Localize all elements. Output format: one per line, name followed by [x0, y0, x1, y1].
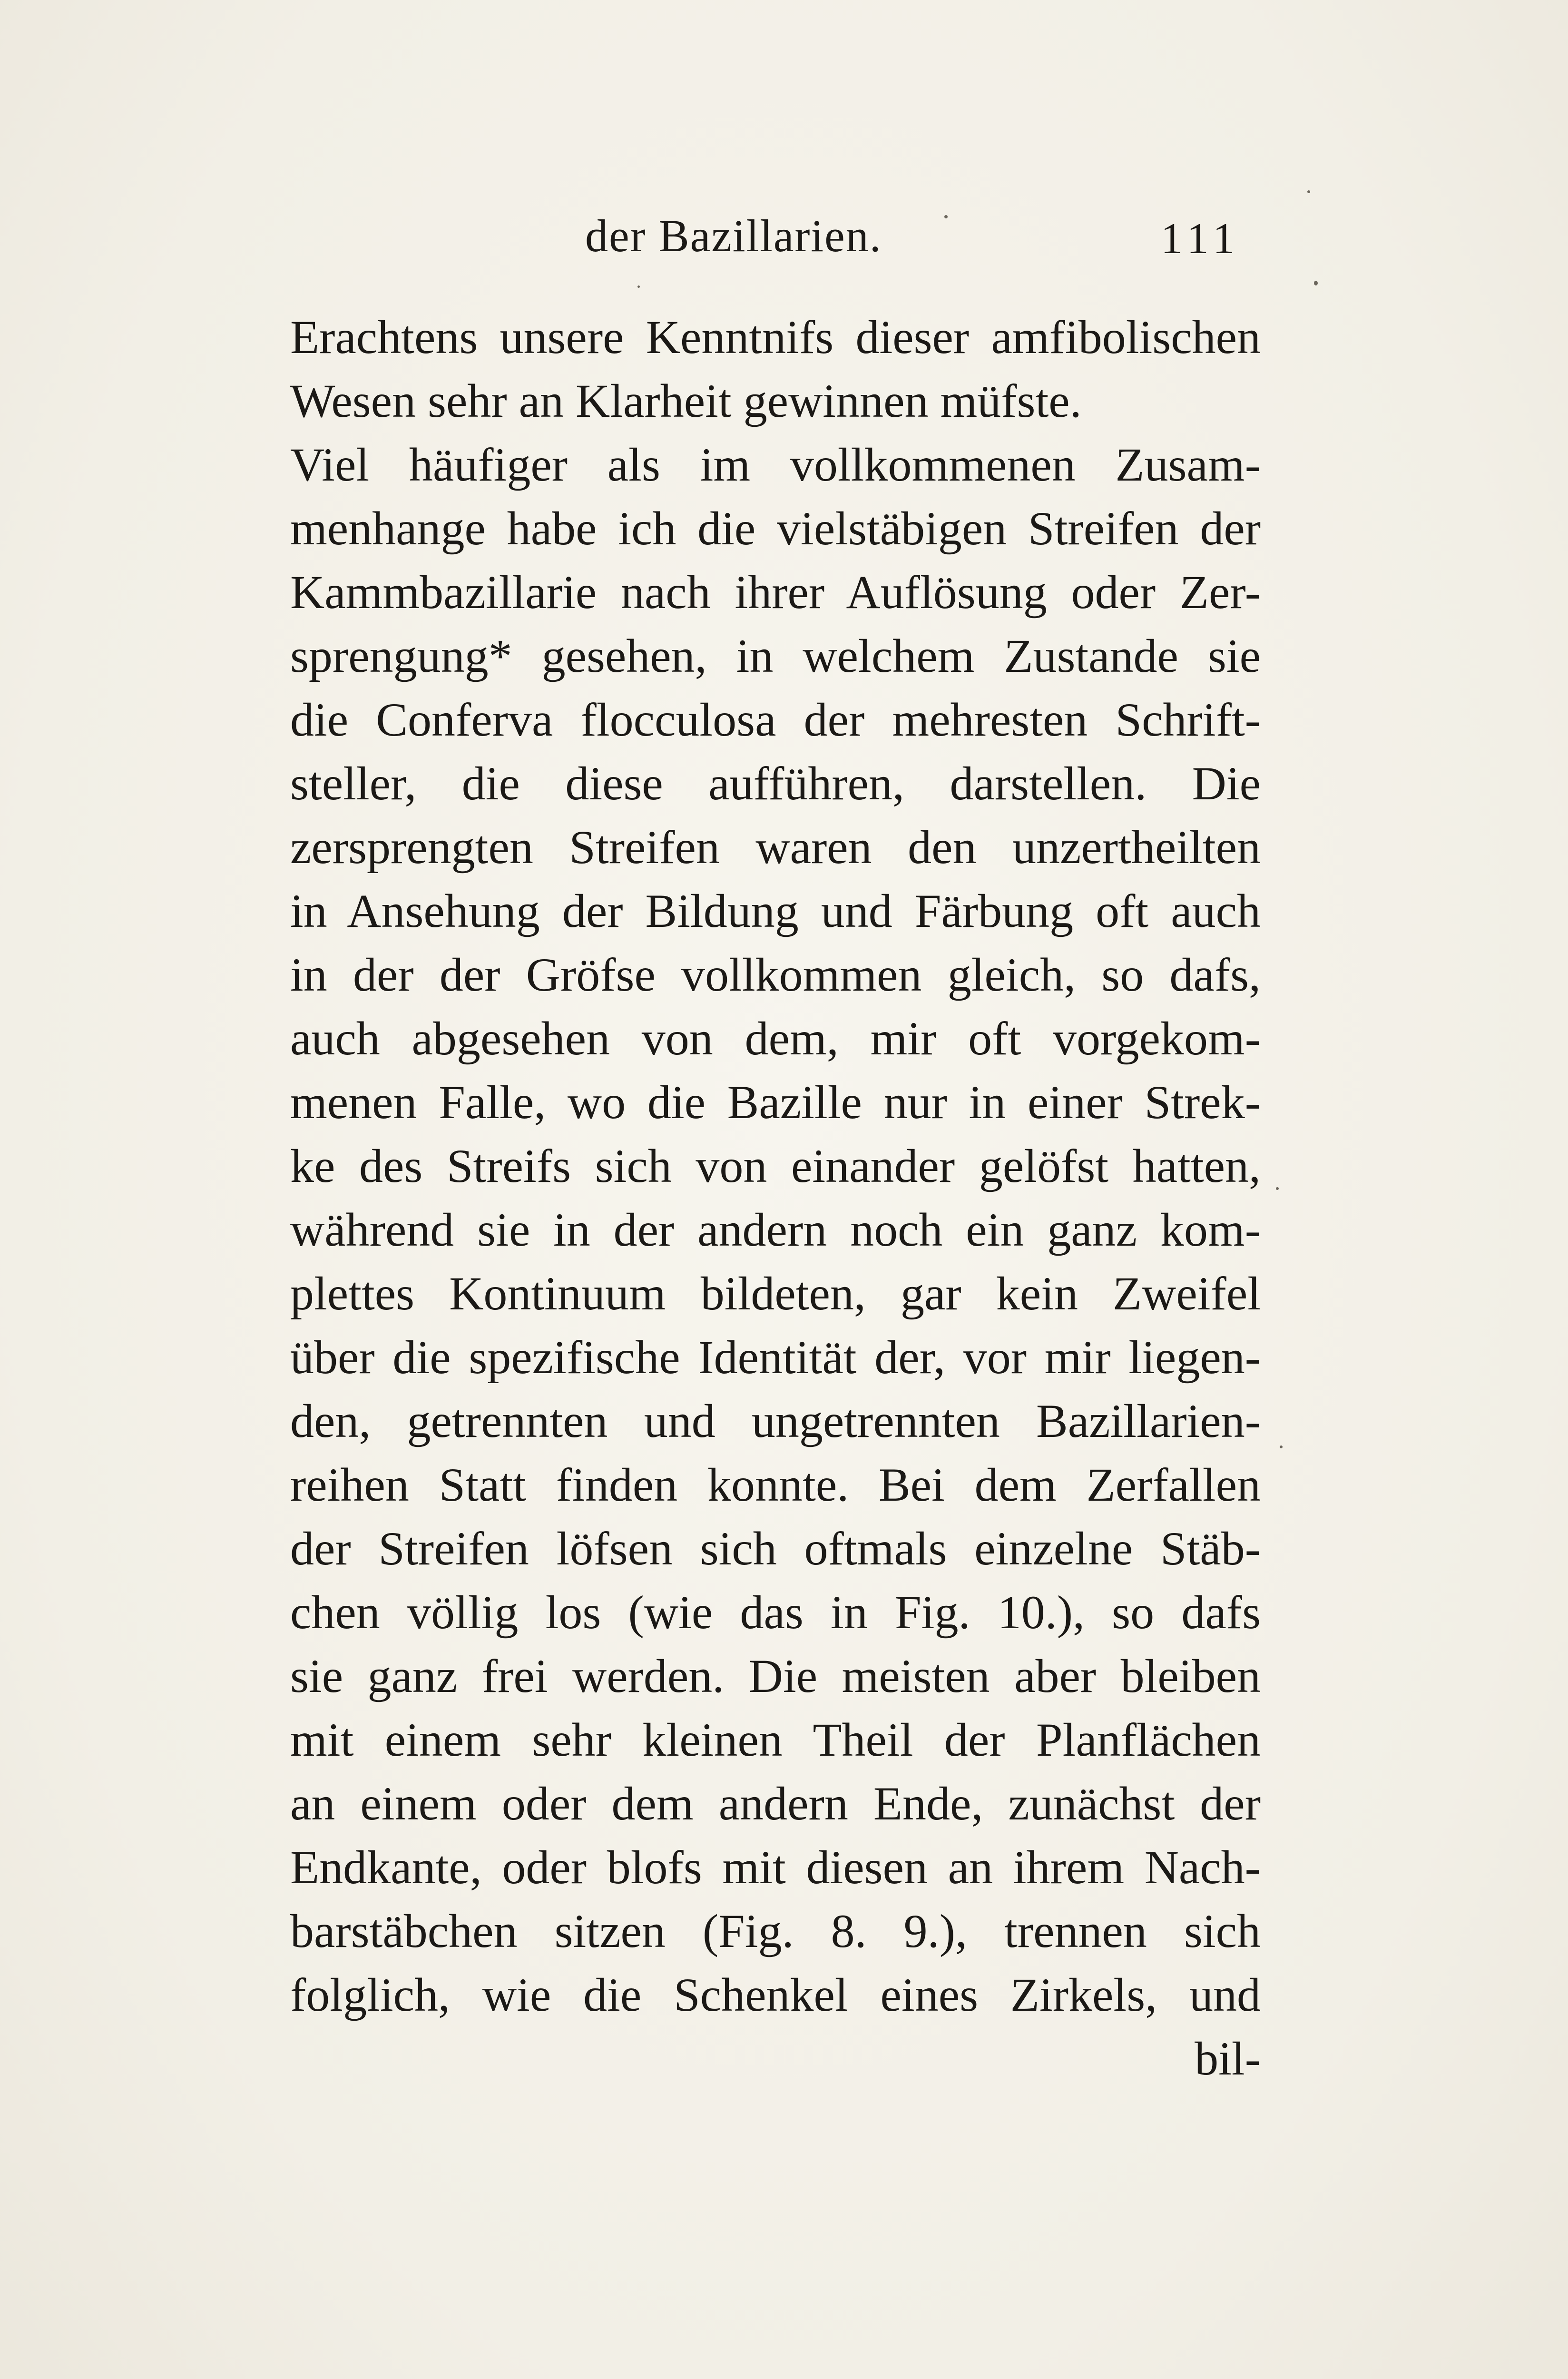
text-line: während sie in der andern noch ein ganz kom-	[290, 1203, 1261, 1256]
text-line: Erachtens unsere Kenntnifs dieser amfibolischen	[290, 311, 1261, 364]
text-line: Viel häufiger als im vollkommenen Zusam-	[290, 438, 1261, 491]
running-title: der Bazillarien.	[585, 210, 882, 261]
paper-speck	[1276, 1187, 1279, 1190]
text-line: ke des Streifs sich von einander gelöfst hatten,	[290, 1140, 1261, 1192]
paper-speck	[637, 285, 640, 288]
text-line: chen völlig los (wie das in Fig. 10.), so dafs	[290, 1586, 1261, 1639]
text-line: an einem oder dem andern Ende, zunächst der	[290, 1777, 1261, 1830]
paper-speck	[1280, 1445, 1283, 1448]
paper-speck	[1307, 190, 1310, 193]
text-line: menen Falle, wo die Bazille nur in einer Strek-	[290, 1076, 1261, 1129]
catchword: bil-	[1195, 2032, 1261, 2085]
text-line: folglich, wie die Schenkel eines Zirkels, und	[290, 1968, 1261, 2021]
page-header	[585, 209, 1299, 271]
text-line: Endkante, oder blofs mit diesen an ihrem Nach-	[290, 1841, 1261, 1894]
text-line: in Ansehung der Bildung und Färbung oft auch	[290, 885, 1261, 937]
text-line: der Streifen löfsen sich oftmals einzelne Stäb-	[290, 1522, 1261, 1575]
text-line: barstäbchen sitzen (Fig. 8. 9.), trennen sich	[290, 1905, 1261, 1957]
text-line: über die spezifische Identität der, vor mir liegen-	[290, 1331, 1261, 1384]
text-line: Wesen sehr an Klarheit gewinnen müfste.	[290, 374, 1082, 427]
text-line: menhange habe ich die vielstäbigen Streifen der	[290, 502, 1261, 555]
text-line: sprengung* gesehen, in welchem Zustande sie	[290, 629, 1261, 682]
text-line: auch abgesehen von dem, mir oft vorgekom-	[290, 1012, 1261, 1065]
text-line: Kammbazillarie nach ihrer Auflösung oder Zer-	[290, 566, 1261, 619]
paper-speck	[1314, 281, 1318, 285]
page-number: 111	[1161, 214, 1241, 263]
text-line: plettes Kontinuum bildeten, gar kein Zweifel	[290, 1267, 1261, 1320]
text-line: steller, die diese aufführen, darstellen. Die	[290, 757, 1261, 810]
text-line: in der der Gröfse vollkommen gleich, so dafs,	[290, 948, 1261, 1001]
text-line: die Conferva flocculosa der mehresten Schrift-	[290, 693, 1261, 746]
paper-speck	[944, 215, 948, 218]
text-line: mit einem sehr kleinen Theil der Planflächen	[290, 1713, 1261, 1766]
body-text	[290, 305, 1261, 2091]
text-line: zersprengten Streifen waren den unzertheilten	[290, 821, 1261, 874]
text-line: den, getrennten und ungetrennten Bazillarien-	[290, 1395, 1261, 1447]
text-line: reihen Statt finden konnte. Bei dem Zerfallen	[290, 1458, 1261, 1511]
text-line: sie ganz frei werden. Die meisten aber bleiben	[290, 1650, 1261, 1702]
